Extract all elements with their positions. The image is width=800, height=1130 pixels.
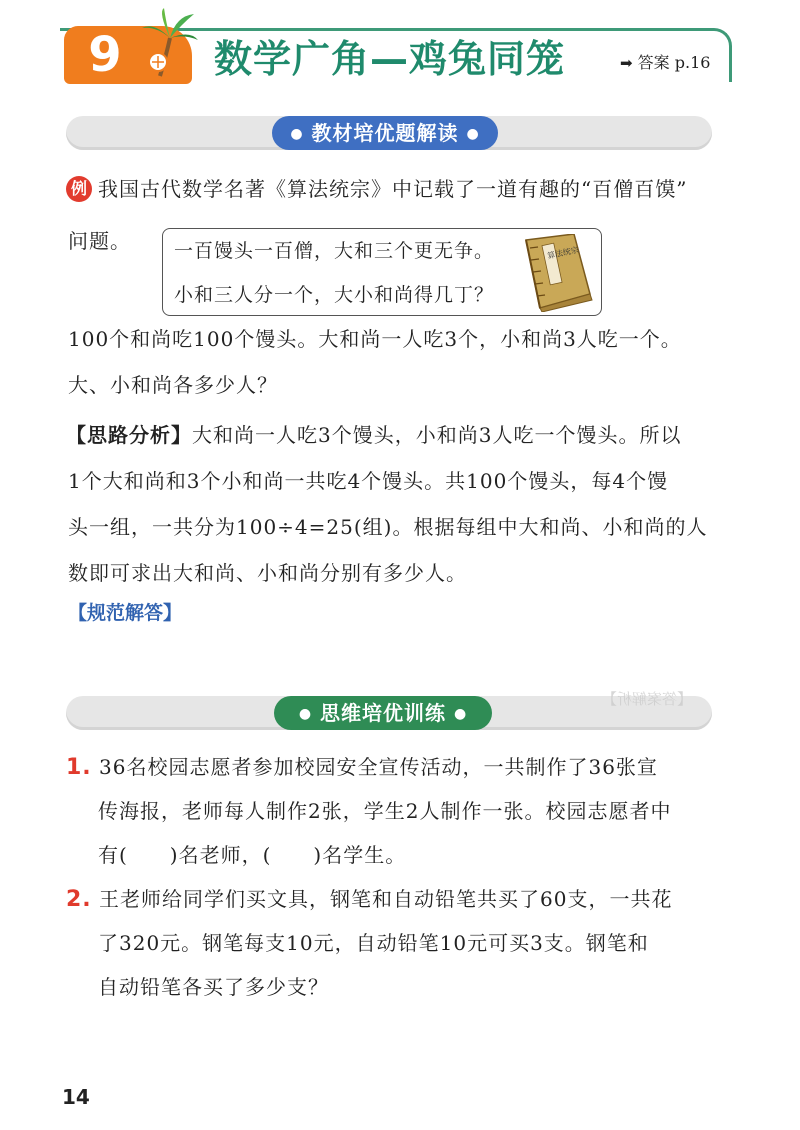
bullet-dot: ●: [466, 126, 480, 142]
bullet-dot: ●: [298, 706, 313, 722]
question-1-line2: 传海报，老师每人制作2张，学生2人制作一张。校园志愿者中: [98, 799, 672, 823]
solution-label: 【规范解答】: [68, 602, 183, 624]
question-2-line1: [66, 884, 672, 915]
section2-title: 思维培优训练: [320, 701, 446, 725]
question-1-number: 1.: [66, 755, 92, 780]
question-2-number: 2.: [66, 887, 92, 912]
analysis-line3: 头一组，一共分为100÷4=25(组)。根据每组中大和尚、小和尚的人: [68, 515, 708, 539]
question-1-text-1: 36名校园志愿者参加校园安全宣传活动，一共制作了36张宣: [99, 755, 658, 779]
section1-title-pill: [272, 116, 498, 150]
analysis-line2: 1个大和尚和3个小和尚一共吃4个馒头。共100个馒头，每4个馒: [68, 469, 669, 493]
analysis-text-1: 大和尚一人吃3个馒头，小和尚3人吃一个馒头。所以: [192, 423, 682, 447]
section2-title-pill: [274, 696, 492, 730]
example-text-line3: 100个和尚吃100个馒头。大和尚一人吃3个，小和尚3人吃一个。: [68, 327, 682, 351]
question-1-line1: [66, 752, 658, 783]
arrow-right-icon: ➡: [620, 54, 633, 72]
example-marker: 例: [66, 176, 92, 202]
page-number: 14: [62, 1085, 90, 1109]
book-title: 算法统宗: [546, 245, 580, 261]
bleed-through-text: 【答案解析】: [601, 690, 692, 708]
answer-reference[interactable]: [620, 50, 730, 76]
example-text-line2: 问题。: [68, 229, 131, 253]
analysis-line4: 数即可求出大和尚、小和尚分别有多少人。: [68, 561, 467, 585]
analysis-line1: [66, 420, 681, 450]
bullet-dot: ●: [453, 706, 468, 722]
poem-line2: 小和三人分一个，大小和尚得几丁？: [174, 284, 495, 306]
ancient-book-icon: [518, 234, 596, 312]
question-2-text-1: 王老师给同学们买文具，钢笔和自动铅笔共买了60支，一共花: [99, 887, 673, 911]
section1-title: 教材培优题解读: [311, 121, 459, 145]
answer-reference-text: 答案 p.16: [637, 53, 711, 72]
question-2-line3: 自动铅笔各买了多少支？: [98, 975, 329, 999]
analysis-label: 【思路分析】: [66, 423, 192, 447]
question-2-line2: 了320元。钢笔每支10元，自动铅笔10元可买3支。钢笔和: [98, 931, 649, 955]
example-text-line1: 我国古代数学名著《算法统宗》中记载了一道有趣的“百僧百馍”: [98, 177, 688, 201]
lesson-number: 9: [88, 27, 122, 83]
page-title: 数学广角—鸡兔同笼: [214, 37, 566, 81]
example-text-line4: 大、小和尚各多少人？: [68, 373, 278, 397]
question-1-line3: 有( )名老师，( )名学生。: [98, 843, 407, 867]
palm-tree-icon: [140, 8, 200, 78]
poem-line1: 一百馒头一百僧，大和三个更无争。: [174, 240, 495, 262]
bullet-dot: ●: [290, 126, 304, 142]
